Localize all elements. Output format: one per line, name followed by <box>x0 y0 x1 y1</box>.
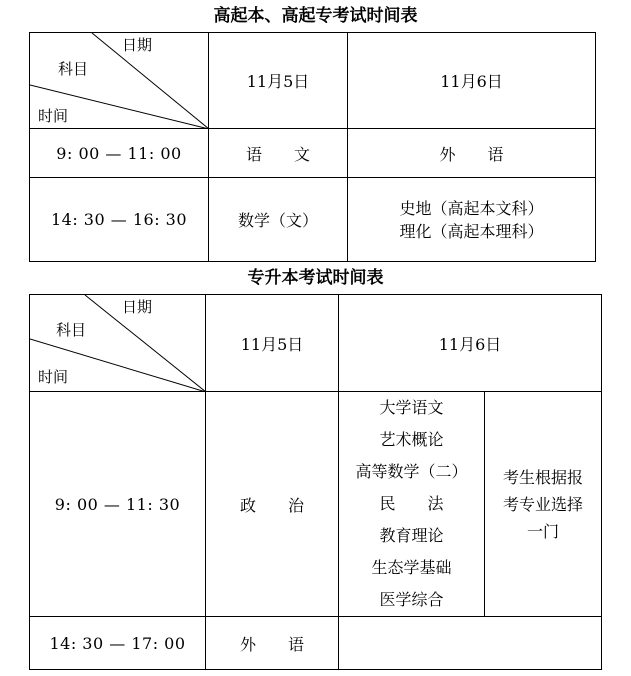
exam-schedule-table-1 <box>29 32 596 262</box>
table1-title: 高起本、高起专考试时间表 <box>213 6 418 26</box>
table2-day2-header: 11月6日 <box>339 295 602 392</box>
table2-row2-time: 14: 30 — 17: 00 <box>30 617 206 670</box>
table2-row2-day1: 外 语 <box>206 617 339 670</box>
table2-row1-time: 9: 00 — 11: 30 <box>30 392 206 617</box>
table1-row2-time: 14: 30 — 16: 30 <box>30 178 209 262</box>
table1-row2-day1: 数学（文） <box>209 178 348 262</box>
table2-row2-day2 <box>339 617 602 670</box>
table1-row2-day2-line: 理化（高起本理科） <box>399 221 544 241</box>
table1-row1-day1: 语 文 <box>209 129 348 178</box>
time-label: 时间 <box>38 107 69 125</box>
subject-label: 科目 <box>56 321 87 339</box>
table1-row1-day2: 外 语 <box>348 129 596 178</box>
subject-item: 大学语文 <box>379 398 444 417</box>
date-label: 日期 <box>122 298 153 316</box>
table1-corner-header <box>30 33 209 129</box>
table2-corner-header <box>30 295 206 392</box>
exam-schedule-table-2 <box>29 294 602 670</box>
time-label: 时间 <box>38 368 69 386</box>
subject-label: 科目 <box>58 60 89 78</box>
table2-row1-day2-subjects <box>339 392 485 617</box>
table2-row1-day1: 政 治 <box>206 392 339 617</box>
table2-title: 专升本考试时间表 <box>247 268 384 288</box>
table1-row1-time: 9: 00 — 11: 00 <box>30 129 209 178</box>
note-line: 考生根据报 <box>503 467 584 487</box>
table1-row2-day2-line: 史地（高起本文科） <box>399 198 544 218</box>
subject-item: 民 法 <box>379 494 444 513</box>
subject-item: 生态学基础 <box>371 558 452 577</box>
date-label: 日期 <box>122 36 153 54</box>
subject-item: 医学综合 <box>379 590 444 609</box>
subject-item: 艺术概论 <box>379 430 444 449</box>
table2-day1-header: 11月5日 <box>206 295 339 392</box>
subject-item: 教育理论 <box>379 526 444 545</box>
table1-day2-header: 11月6日 <box>348 33 596 129</box>
table1-day1-header: 11月5日 <box>209 33 348 129</box>
subject-item: 高等数学（二） <box>355 462 468 481</box>
table1-row2-day2 <box>348 178 596 262</box>
note-line: 一门 <box>527 521 560 541</box>
note-line: 考专业选择 <box>503 494 584 514</box>
table2-row1-note <box>485 392 602 617</box>
